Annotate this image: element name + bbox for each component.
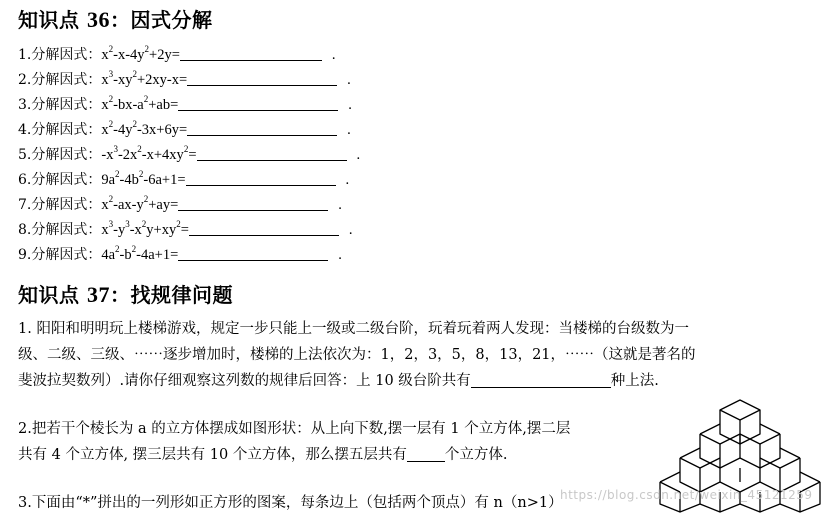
- factor-item: [18, 119, 351, 139]
- item-expression: $x^3-xy^2+2xy-x=$: [101, 69, 188, 88]
- item-expression: $x^2-4y^2-3x+6y=$: [101, 119, 188, 138]
- answer-blank[interactable]: [471, 371, 611, 388]
- answer-blank[interactable]: [189, 221, 339, 236]
- item-expression: $x^2-x-4y^2+2y=$: [101, 44, 180, 63]
- item-period: .: [345, 172, 350, 188]
- item-expression: $-x^3-2x^2-x+4xy^2=$: [101, 144, 197, 163]
- item-period: .: [338, 197, 342, 213]
- section-36-title: 知识点 36：因式分解: [18, 7, 213, 32]
- item-period: .: [356, 147, 361, 163]
- item-label: 9.分解因式：: [18, 247, 102, 263]
- item-period: .: [348, 97, 352, 113]
- answer-blank[interactable]: [178, 246, 328, 261]
- item-label: 1.分解因式：: [18, 47, 102, 63]
- item-expression: $x^2-bx-a^2+ab=$: [101, 94, 179, 113]
- answer-blank[interactable]: [197, 146, 347, 161]
- answer-blank[interactable]: [187, 121, 337, 136]
- factor-item: [18, 69, 351, 89]
- item-label: 3.分解因式：: [18, 97, 102, 113]
- item-period: .: [338, 247, 342, 263]
- answer-blank[interactable]: [407, 445, 445, 462]
- problem-3: 3.下面由“*”拼出的一列形如正方形的图案，每条边上（包括两个顶点）有 n（n>1）: [18, 495, 563, 511]
- factor-item: [18, 219, 353, 239]
- item-period: .: [347, 122, 351, 138]
- problem-1: 1. 阳阳和明明玩上楼梯游戏，规定一步只能上一级或二级台阶，玩着玩着两人发现：当楼梯的台级数为一 级、二级、三级、⋯⋯逐步增加时，楼梯的上法依次为：1，2，3，5，8，13，21，⋯⋯（这就是著名的 斐波拉契数列）.请你仔细观察这列数的规律后回答：上 10 级台阶共有 种上法.: [18, 321, 696, 389]
- answer-blank[interactable]: [178, 196, 328, 211]
- item-period: .: [348, 222, 353, 238]
- item-period: .: [331, 47, 336, 63]
- item-label: 7.分解因式：: [18, 197, 102, 213]
- item-label: 6.分解因式：: [18, 172, 102, 188]
- watermark: https://blog.csdn.net/weixin_45121259: [560, 488, 813, 502]
- factor-item: [18, 94, 352, 114]
- item-label: 4.分解因式：: [18, 122, 102, 138]
- item-expression: $x^2-ax-y^2+ay=$: [101, 194, 179, 213]
- factor-item: [18, 44, 336, 64]
- item-label: 2.分解因式：: [18, 72, 102, 88]
- answer-blank[interactable]: [178, 96, 338, 111]
- item-label: 8.分解因式：: [18, 222, 102, 238]
- factor-item: [18, 194, 342, 214]
- answer-blank[interactable]: [180, 46, 322, 61]
- answer-blank[interactable]: [187, 71, 337, 86]
- answer-blank[interactable]: [186, 171, 336, 186]
- item-label: 5.分解因式：: [18, 147, 102, 163]
- item-expression: $x^3-y^3-x^2y+xy^2=$: [101, 219, 189, 238]
- item-expression: $4a^2-b^2-4a+1=$: [101, 244, 179, 263]
- factor-item: [18, 244, 342, 264]
- problem-2: 2.把若干个棱长为 a 的立方体摆成如图形状：从上向下数,摆一层有 1 个立方体,摆二层 共有 4 个立方体, 摆三层共有 10 个立方体，那么摆五层共有 个立方体.: [18, 421, 571, 463]
- item-expression: $9a^2-4b^2-6a+1=$: [101, 169, 186, 188]
- item-period: .: [347, 72, 351, 88]
- factor-item: [18, 144, 360, 164]
- section-37-title: 知识点 37：找规律问题: [18, 282, 233, 307]
- factor-item: [18, 169, 349, 189]
